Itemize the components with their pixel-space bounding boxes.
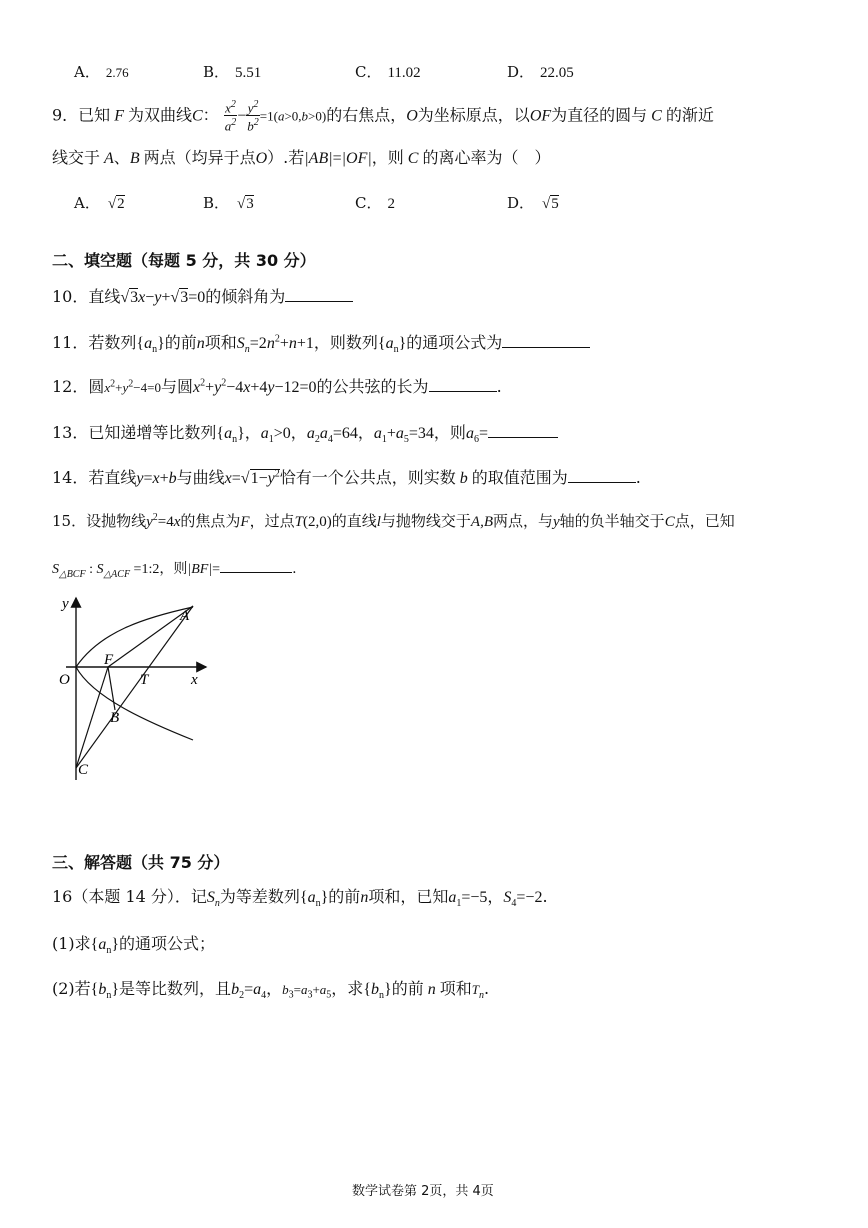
q13: 13．已知递增等比数列$\{a_n\}$，$a_1>0$，$a_2a_4=64$，$a_1+a_5=34$，则$a_6=$	[52, 420, 558, 445]
page-footer: 数学试卷第 2页，共 4页	[352, 1184, 494, 1199]
q9-stem-line2: 线交于 A、B 两点（均异于点O）.若|AB|=|OF|，则 C 的离心率为（ ）	[52, 148, 551, 167]
label-o: O	[59, 672, 70, 688]
q9-option-c: C． 2	[355, 194, 395, 212]
q16-stem: 16（本题 14 分）．记$S_n$为等差数列$\{a_n\}$的前n项和，已知$a_1=-5$，$S_4=-2$.	[52, 887, 548, 910]
q16-part2: (2)若$\{b_n\}$是等比数列，且$b_2=a_4$，$b_3=a_3+a_5$，求$\{b_n\}$的前 n 项和$T_n$.	[52, 979, 490, 1002]
q12-answer-blank[interactable]	[429, 375, 497, 392]
q9-option-a: A． √2	[74, 194, 125, 212]
q16-part1: (1)求$\{a_n\}$的通项公式；	[52, 934, 216, 957]
label-c: C	[78, 762, 89, 778]
q11: 11．若数列$\{a_n\}$的前n项和$S_n=2n^2+n+1$，则数列$\{a_n\}$的通项公式为	[52, 330, 590, 355]
label-b: B	[110, 710, 120, 726]
q8-option-a: A． 2.76	[74, 63, 129, 81]
q9-option-d: D． √5	[507, 194, 559, 212]
label-f: F	[104, 652, 114, 668]
q15-stem-line2: $S_{\triangle BCF}$ : $S_{\triangle ACF}$ =1:2，则|BF|= .	[52, 556, 297, 580]
q9-option-b: B． √3	[203, 194, 254, 212]
label-t: T	[140, 672, 149, 688]
q9-stem-line1: 9．已知 F 为双曲线C： $\frac{x^2}{a^2}$ − $\frac{y^2}{b^2}$ =1(a>0,b>0)的右焦点，O为坐标原点，以OF为直径的圆与 C 的渐近	[52, 99, 714, 134]
q12: 12．圆$x^2+y^2-4=0$与圆$x^2+y^2-4x+4y-12=0$的公共弦的长为 .	[52, 377, 502, 396]
parabola-curve	[76, 607, 193, 740]
segment-fb	[108, 667, 115, 710]
segment-fc	[76, 667, 108, 768]
section-solution-heading: 三、解答题（共 75 分）	[52, 853, 230, 872]
q8-option-b: B． 5.51	[203, 63, 262, 81]
q10-answer-blank[interactable]	[285, 285, 353, 302]
label-y: y	[62, 596, 69, 612]
q14: 14．若直线y=x+b与曲线$x=√1-y^2$恰有一个公共点，则实数 b 的取值范围为 .	[52, 468, 641, 487]
q13-answer-blank[interactable]	[488, 421, 558, 438]
q11-answer-blank[interactable]	[502, 331, 590, 348]
label-x: x	[191, 672, 198, 688]
q14-answer-blank[interactable]	[568, 466, 636, 483]
q8-option-c: C． 11.02	[355, 63, 421, 81]
label-a: A	[180, 608, 190, 624]
parabola-figure	[48, 590, 218, 786]
q15-answer-blank[interactable]	[220, 556, 292, 573]
q15-stem-line1: 15．设抛物线$y^2=4x$的焦点为F，过点T(2,0)的直线l与抛物线交于A,B两点，与y轴的负半轴交于C点，已知	[52, 512, 735, 530]
q8-option-d: D． 22.05	[507, 63, 574, 81]
section-fill-blank-heading: 二、填空题（每题 5 分，共 30 分）	[52, 251, 316, 270]
q10: 10．直线√3x−y+√3=0的倾斜角为	[52, 284, 353, 307]
